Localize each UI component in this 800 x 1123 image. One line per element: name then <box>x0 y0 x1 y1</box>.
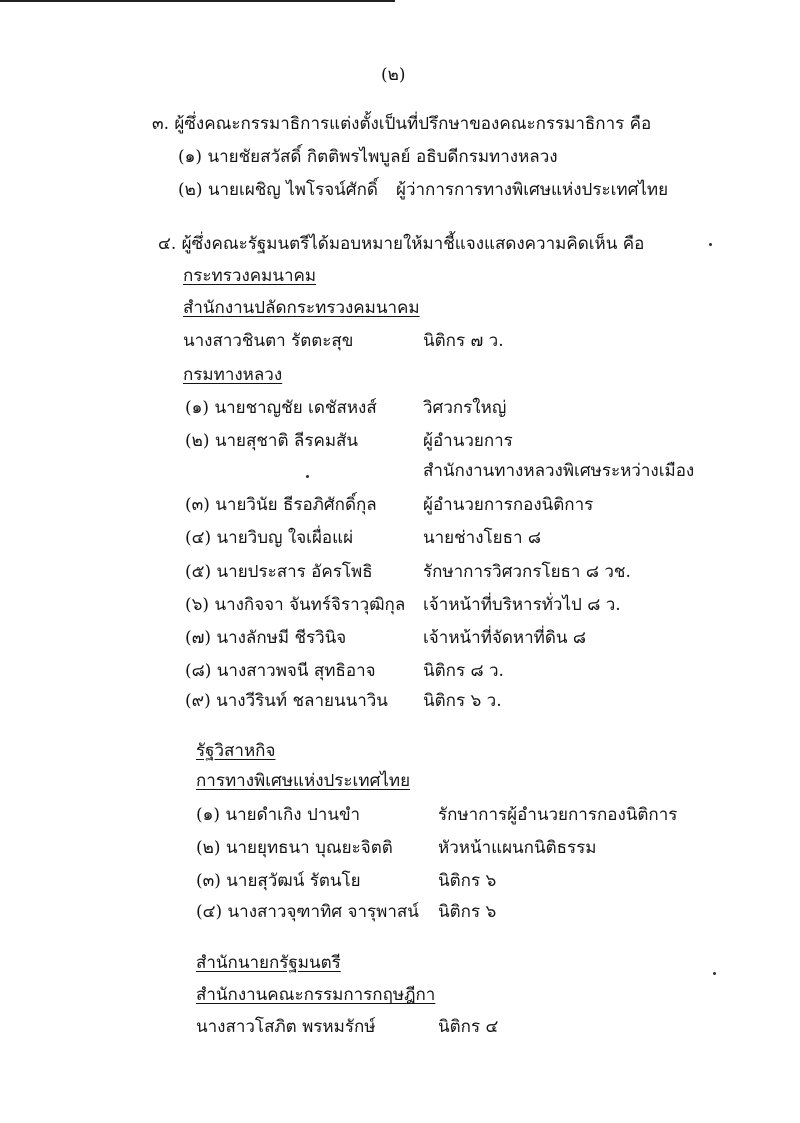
eta-member-position-1: รักษาการผู้อำนวยการกองนิติการ <box>438 805 678 825</box>
page-number: (๒) <box>381 65 406 85</box>
scan-speck <box>709 243 712 246</box>
scan-speck <box>713 972 716 975</box>
office-member-name: นางสาวชินตา รัตตะสุข <box>183 331 354 351</box>
office-member-position: นิติกร ๗ ว. <box>423 331 504 351</box>
scan-speck <box>306 475 309 478</box>
section3-heading: ๓. ผู้ซึ่งคณะกรรมาธิการแต่งตั้งเป็นที่ปรึกษาของคณะกรรมาธิการ คือ <box>152 114 652 134</box>
eta-heading: การทางพิเศษแห่งประเทศไทย <box>196 771 411 791</box>
dept-member-name-7: (๗) นางลักษมี ชีรวินิจ <box>185 628 347 648</box>
dept-member-name-9: (๙) นางวีรินท์ ชลายนนาวิน <box>185 691 388 711</box>
dept-member-position-7: เจ้าหน้าที่จัดหาที่ดิน ๘ <box>423 628 587 648</box>
council-member-position: นิติกร ๔ <box>438 1017 499 1037</box>
council-member-name: นางสาวโสภิต พรหมรักษ์ <box>196 1017 376 1037</box>
advisor-name-2: (๒) นายเผชิญ ไพโรจน์ศักดิ์ <box>178 180 378 200</box>
dept-member-position-6: เจ้าหน้าที่บริหารทั่วไป ๘ ว. <box>423 595 621 615</box>
eta-member-position-2: หัวหน้าแผนกนิติธรรม <box>438 838 597 858</box>
dept-member-name-5: (๕) นายประสาร อัครโพธิ <box>185 562 373 582</box>
advisor-name-1: (๑) นายชัยสวัสดิ์ กิตติพรไพบูลย์ <box>178 147 411 167</box>
ministry-heading: กระทรวงคมนาคม <box>183 266 317 286</box>
dept-member-position-9: นิติกร ๖ ว. <box>423 691 502 711</box>
advisor-position-2: ผู้ว่าการการทางพิเศษแห่งประเทศไทย <box>396 180 669 200</box>
dept-member-name-6: (๖) นางกิจจา จันทร์จิราวุฒิกุล <box>185 595 406 615</box>
dept-member-position-2-line2: สำนักงานทางหลวงพิเศษระหว่างเมือง <box>423 461 695 481</box>
dept-member-name-8: (๘) นางสาวพจนี สุทธิอาจ <box>185 661 376 681</box>
office-heading: สำนักงานปลัดกระทรวงคมนาคม <box>183 298 420 318</box>
department-heading: กรมทางหลวง <box>183 365 283 385</box>
state-enterprise-heading: รัฐวิสาหกิจ <box>196 741 276 761</box>
dept-member-position-8: นิติกร ๘ ว. <box>423 661 504 681</box>
dept-member-name-2: (๒) นายสุชาติ ลีรคมสัน <box>185 431 359 451</box>
section4-heading: ๔. ผู้ซึ่งคณะรัฐมนตรีได้มอบหมายให้มาชี้แจงแสดงความคิดเห็น คือ <box>158 234 645 254</box>
dept-member-position-4: นายช่างโยธา ๘ <box>423 528 542 548</box>
dept-member-name-1: (๑) นายชาญชัย เดชัสหงส์ <box>185 398 377 418</box>
eta-member-position-3: นิติกร ๖ <box>438 871 497 891</box>
dept-member-position-1: วิศวกรใหญ่ <box>423 398 507 418</box>
dept-member-position-2: ผู้อำนวยการ <box>423 431 513 451</box>
advisor-position-1: อธิบดีกรมทางหลวง <box>416 147 558 167</box>
dept-member-name-3: (๓) นายวินัย ธีรอภิศักดิ์กุล <box>185 495 377 515</box>
eta-member-name-3: (๓) นายสุวัฒน์ รัตนโย <box>196 871 361 891</box>
pm-office-heading: สำนักนายกรัฐมนตรี <box>196 953 341 973</box>
eta-member-name-2: (๒) นายยุทธนา บุณยะจิตติ <box>196 838 393 858</box>
eta-member-name-1: (๑) นายดำเกิง ปานขำ <box>196 805 361 825</box>
scan-edge-line <box>0 0 395 2</box>
dept-member-position-5: รักษาการวิศวกรโยธา ๘ วช. <box>423 562 631 582</box>
dept-member-position-3: ผู้อำนวยการกองนิติการ <box>423 495 594 515</box>
council-heading: สำนักงานคณะกรรมการกฤษฎีกา <box>196 985 436 1005</box>
eta-member-name-4: (๔) นางสาวจุฑาทิศ จารุพาสน์ <box>196 902 419 922</box>
eta-member-position-4: นิติกร ๖ <box>438 902 497 922</box>
dept-member-name-4: (๔) นายวิบญ ใจเผื่อแผ่ <box>185 528 354 548</box>
